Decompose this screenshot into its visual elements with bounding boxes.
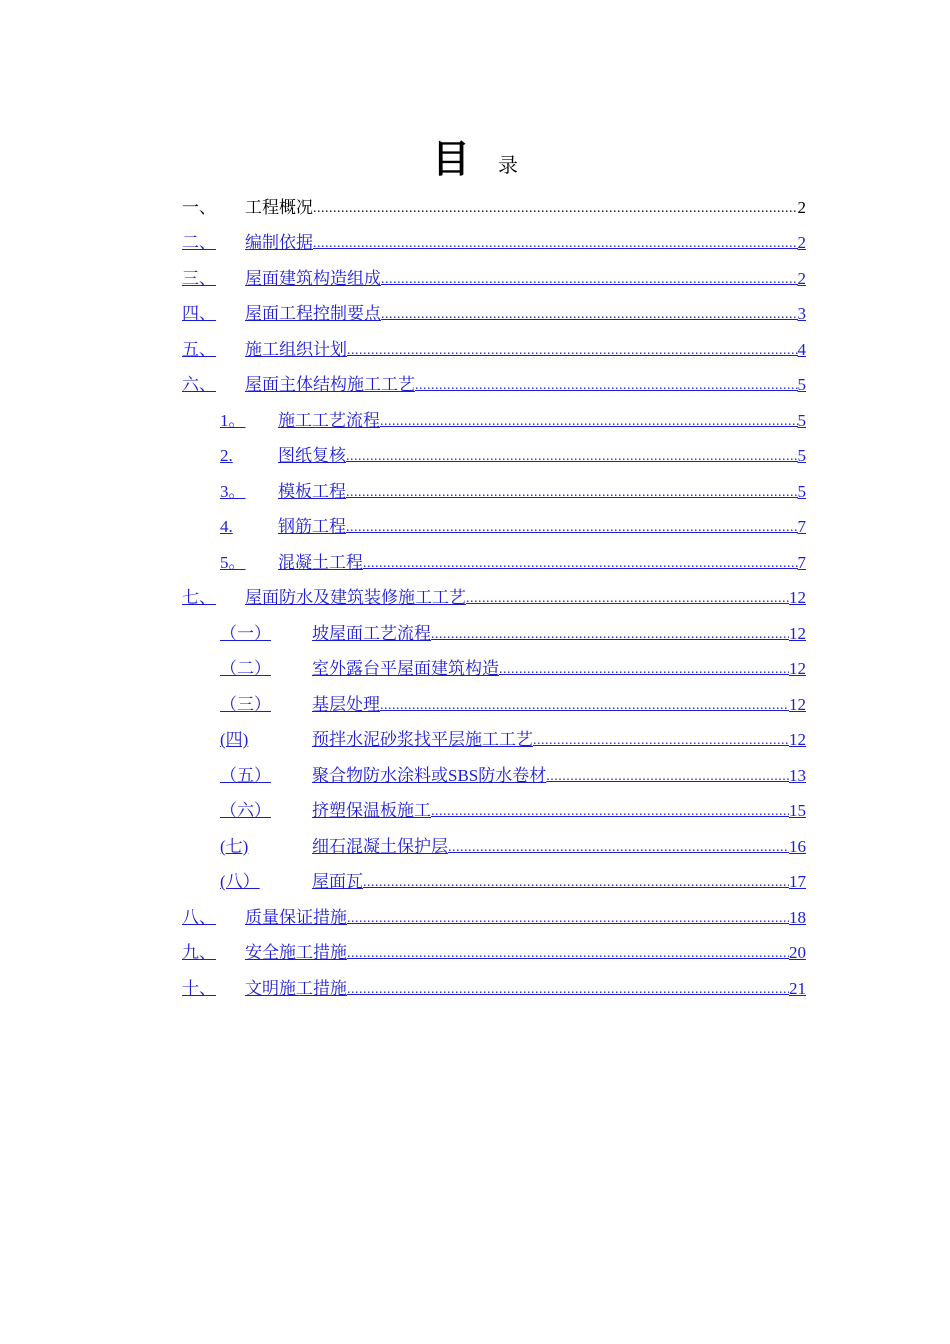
toc-text: 质量保证措施: [245, 907, 347, 927]
toc-entry-6[interactable]: [182, 368, 806, 404]
toc-leader-dots: [546, 768, 789, 786]
toc-text: 坡屋面工艺流程: [312, 623, 431, 643]
toc-entry-6-2[interactable]: [182, 439, 806, 475]
toc-text: 聚合物防水涂料或SBS防水卷材: [312, 765, 547, 785]
toc-leader-dots: [346, 484, 798, 502]
toc-page-number: 21: [789, 978, 806, 998]
toc-text: 预拌水泥砂浆找平层施工工艺: [312, 730, 533, 750]
toc-link[interactable]: [182, 979, 806, 999]
toc-link[interactable]: [220, 766, 806, 786]
toc-entry-7-6[interactable]: [182, 794, 806, 830]
toc-number: 三、: [182, 268, 216, 288]
toc-number: 4.: [220, 517, 233, 537]
toc-number: （一）: [220, 623, 271, 643]
toc-leader-dots: [346, 519, 798, 537]
toc-link[interactable]: [220, 446, 806, 466]
toc-page-number: 15: [789, 801, 806, 821]
toc-link[interactable]: [220, 801, 806, 821]
toc-link[interactable]: [182, 943, 806, 963]
toc-leader-dots: [448, 839, 789, 857]
toc-entry-8[interactable]: [182, 900, 806, 936]
toc-number: 十、: [182, 978, 216, 998]
toc-text: 屋面建筑构造组成: [245, 268, 381, 288]
toc-text: 图纸复核: [278, 446, 346, 466]
table-of-contents: [182, 190, 806, 1007]
toc-entry-7[interactable]: [182, 581, 806, 617]
toc-link[interactable]: [220, 624, 806, 644]
toc-page-number: 17: [789, 872, 806, 892]
toc-number: 2.: [220, 446, 233, 466]
toc-link[interactable]: [220, 695, 806, 715]
toc-page-number: 5: [797, 446, 806, 466]
toc-entry-7-7[interactable]: [182, 829, 806, 865]
toc-leader-dots: [346, 448, 798, 466]
toc-leader-dots: [466, 590, 789, 608]
toc-text: 编制依据: [245, 233, 313, 253]
toc-link[interactable]: [220, 517, 806, 537]
toc-entry-10[interactable]: [182, 971, 806, 1007]
toc-number: （六）: [220, 801, 271, 821]
toc-number: 5。: [220, 552, 246, 572]
toc-leader-dots: [381, 306, 798, 324]
toc-text: 屋面主体结构施工工艺: [245, 375, 415, 395]
toc-entry-7-1[interactable]: [182, 616, 806, 652]
toc-leader-dots: [347, 342, 798, 360]
toc-leader-dots: [347, 945, 789, 963]
toc-page-number: 2: [797, 268, 806, 288]
toc-entry-3[interactable]: [182, 261, 806, 297]
toc-number: 七、: [182, 588, 216, 608]
toc-number: （二）: [220, 659, 271, 679]
toc-text: 屋面防水及建筑装修施工工艺: [245, 588, 466, 608]
toc-link[interactable]: [220, 872, 806, 892]
toc-entry-6-5[interactable]: [182, 545, 806, 581]
toc-page-number: 5: [797, 410, 806, 430]
toc-entry-7-5[interactable]: [182, 758, 806, 794]
toc-text: 工程概况: [245, 197, 313, 217]
toc-text: 安全施工措施: [245, 943, 347, 963]
toc-page-number: 3: [797, 304, 806, 324]
toc-leader-dots: [347, 910, 789, 928]
toc-entry-7-2[interactable]: [182, 652, 806, 688]
toc-text: 屋面瓦: [312, 872, 363, 892]
title-sub: 录: [498, 153, 518, 177]
toc-page-number: 4: [797, 339, 806, 359]
toc-link[interactable]: [220, 411, 806, 431]
toc-entry-7-8[interactable]: [182, 865, 806, 901]
toc-leader-dots: [380, 697, 789, 715]
toc-link[interactable]: [182, 269, 806, 289]
toc-entry-6-4[interactable]: [182, 510, 806, 546]
toc-number: （三）: [220, 694, 271, 714]
toc-page-number: 12: [789, 659, 806, 679]
toc-page-number: 7: [797, 517, 806, 537]
toc-page-number: 16: [789, 836, 806, 856]
toc-text: 室外露台平屋面建筑构造: [312, 659, 499, 679]
toc-page-number: 5: [797, 481, 806, 501]
toc-link[interactable]: [182, 588, 806, 608]
toc-entry-2[interactable]: [182, 226, 806, 262]
toc-number: 四、: [182, 304, 216, 324]
toc-page-number: 12: [789, 694, 806, 714]
toc-entry-4[interactable]: [182, 297, 806, 333]
toc-page-number: 12: [789, 588, 806, 608]
toc-text: 施工工艺流程: [278, 410, 380, 430]
toc-number: 八、: [182, 907, 216, 927]
toc-number: (八）: [220, 872, 260, 892]
toc-page-number: 12: [789, 730, 806, 750]
toc-link[interactable]: [220, 837, 806, 857]
toc-link[interactable]: [220, 730, 806, 750]
toc-leader-dots: [499, 661, 789, 679]
toc-number: 五、: [182, 339, 216, 359]
toc-text: 施工组织计划: [245, 339, 347, 359]
toc-leader-dots: [363, 874, 789, 892]
toc-leader-dots: [313, 200, 798, 218]
toc-page-number: 18: [789, 907, 806, 927]
toc-number: 一、: [182, 197, 216, 217]
toc-link[interactable]: [220, 659, 806, 679]
toc-number: 九、: [182, 943, 216, 963]
title-main: 目: [431, 136, 470, 181]
toc-text: 屋面工程控制要点: [245, 304, 381, 324]
toc-number: (四): [220, 730, 249, 750]
toc-number: （五）: [220, 765, 271, 785]
toc-text: 基层处理: [312, 694, 380, 714]
toc-leader-dots: [380, 413, 798, 431]
toc-leader-dots: [431, 626, 789, 644]
toc-number: 3。: [220, 481, 246, 501]
toc-text: 细石混凝土保护层: [312, 836, 448, 856]
toc-leader-dots: [363, 555, 798, 573]
toc-number: 六、: [182, 375, 216, 395]
toc-link[interactable]: [220, 482, 806, 502]
toc-number: 二、: [182, 233, 216, 253]
toc-page-number: 13: [789, 765, 806, 785]
toc-entry-5[interactable]: [182, 332, 806, 368]
toc-page-number: 5: [797, 375, 806, 395]
toc-link[interactable]: [182, 340, 806, 360]
toc-link: [182, 198, 806, 218]
toc-entry-1: [182, 190, 806, 226]
toc-entry-6-1[interactable]: [182, 403, 806, 439]
toc-number: 1。: [220, 410, 246, 430]
toc-link[interactable]: [182, 375, 806, 395]
toc-link[interactable]: [182, 233, 806, 253]
toc-leader-dots: [415, 377, 798, 395]
toc-text: 文明施工措施: [245, 978, 347, 998]
toc-leader-dots: [431, 803, 789, 821]
toc-page-number: 2: [797, 233, 806, 253]
toc-text: 混凝土工程: [278, 552, 363, 572]
toc-leader-dots: [347, 981, 789, 999]
toc-text: 挤塑保温板施工: [312, 801, 431, 821]
toc-entry-9[interactable]: [182, 936, 806, 972]
toc-entry-7-3[interactable]: [182, 687, 806, 723]
toc-number: (七): [220, 836, 249, 856]
toc-entry-6-3[interactable]: [182, 474, 806, 510]
toc-leader-dots: [381, 271, 798, 289]
toc-leader-dots: [533, 732, 789, 750]
toc-leader-dots: [313, 235, 798, 253]
toc-text: 钢筋工程: [278, 517, 346, 537]
toc-link[interactable]: [182, 908, 806, 928]
toc-text: 模板工程: [278, 481, 346, 501]
toc-page-number: 7: [797, 552, 806, 572]
toc-link[interactable]: [182, 304, 806, 324]
toc-page-number: 20: [789, 943, 806, 963]
toc-page-number: 2: [797, 197, 806, 217]
page-title: [0, 128, 950, 183]
toc-link[interactable]: [220, 553, 806, 573]
toc-entry-7-4[interactable]: [182, 723, 806, 759]
toc-page-number: 12: [789, 623, 806, 643]
